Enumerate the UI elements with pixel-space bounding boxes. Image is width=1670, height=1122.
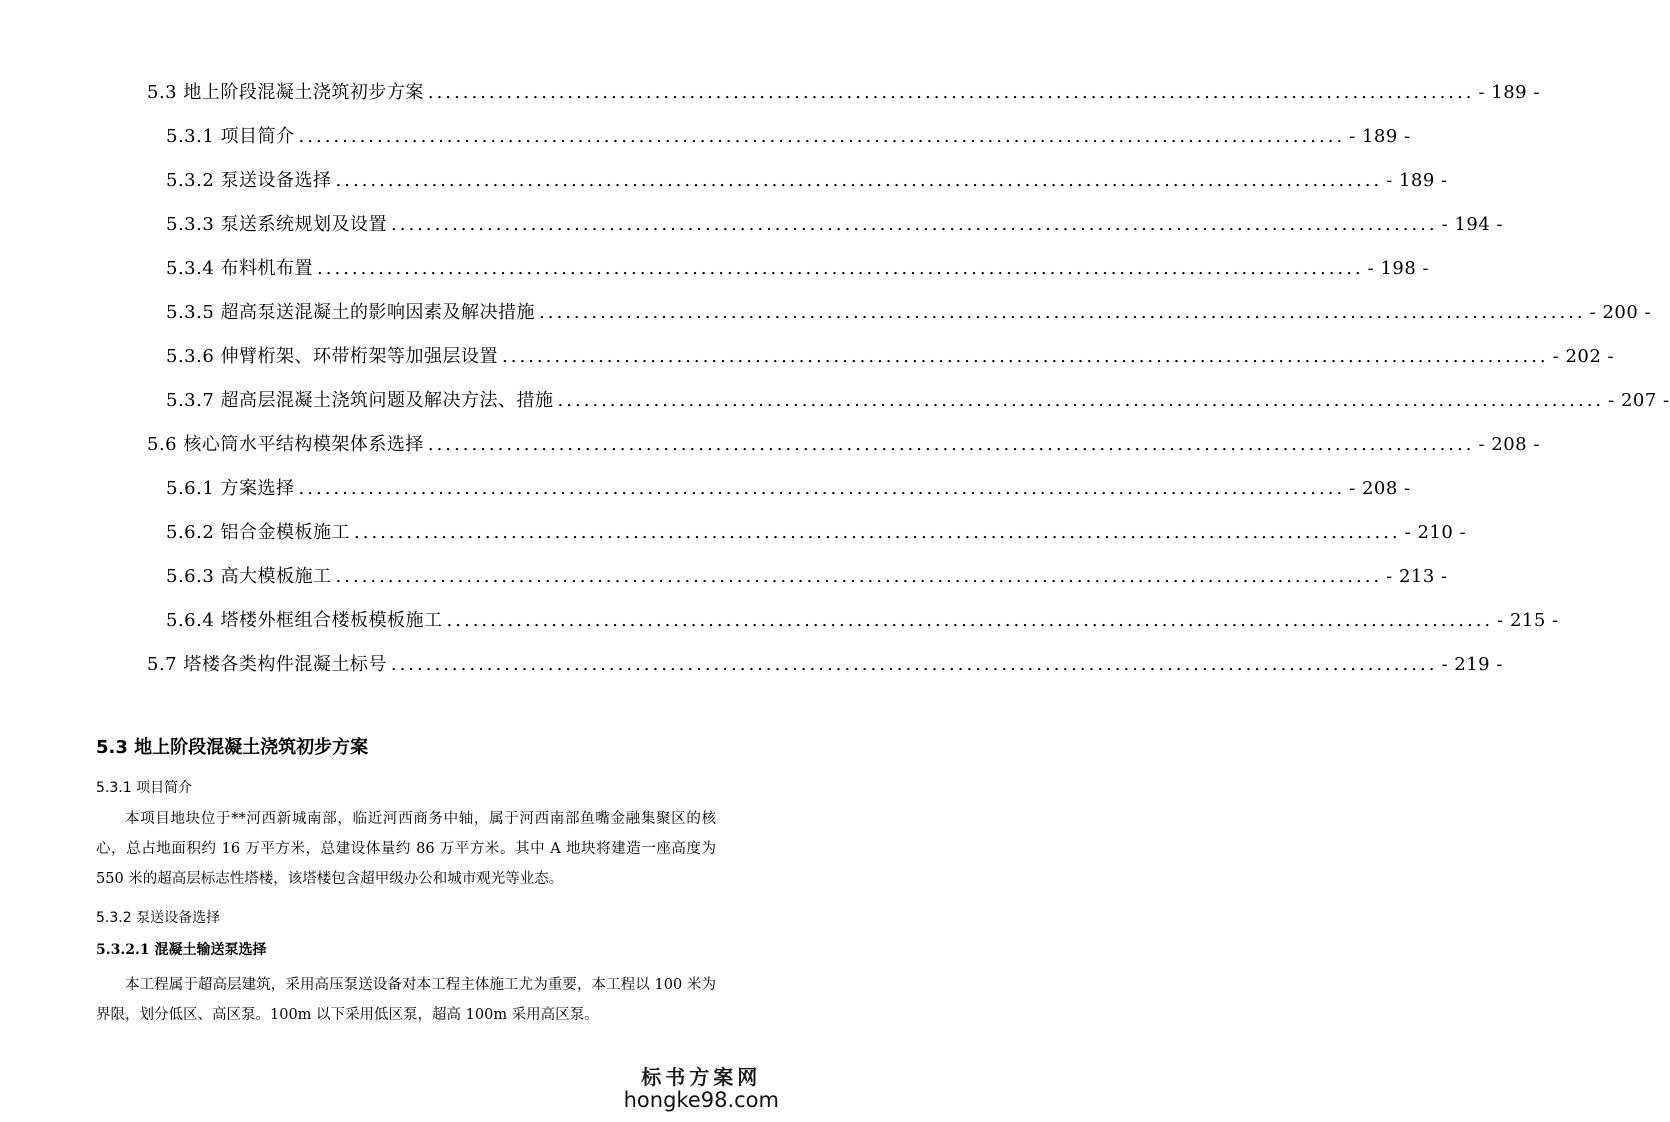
watermark-name: 标书方案网 xyxy=(641,1065,762,1089)
toc-entry-page: - 219 - xyxy=(1441,654,1503,675)
toc-entry-title: 5.3 地上阶段混凝土浇筑初步方案 xyxy=(147,82,424,103)
toc-entry-page: - 208 - xyxy=(1349,478,1411,499)
toc-entry-title: 5.3.6 伸臂桁架、环带桁架等加强层设置 xyxy=(166,346,499,367)
toc-entry[interactable] xyxy=(166,606,1559,636)
body-paragraph: 本项目地块位于**河西新城南部，临近河西商务中轴，属于河西南部鱼嘴金融集聚区的核心，总占地面积约 16 万平方米，总建设体量约 86 万平方米。其中 A 地块将建造一座高度为 550 米的超高层标志性塔楼，该塔楼包含超甲级办公和城市观光等业态。 xyxy=(96,811,716,887)
toc-entry-page: - 189 - xyxy=(1349,126,1411,147)
toc-entry[interactable] xyxy=(147,650,1503,680)
toc-leader: ........................................................................................................................ xyxy=(502,346,1549,367)
toc-leader: ........................................................................................................................ xyxy=(557,390,1605,411)
toc-entry-title: 5.6.1 方案选择 xyxy=(166,478,295,499)
toc-entry[interactable] xyxy=(147,430,1540,460)
toc-leader: ........................................................................................................................ xyxy=(317,258,1364,279)
toc-entry[interactable] xyxy=(166,210,1504,240)
toc-entry[interactable] xyxy=(166,298,1652,328)
toc-entry-title: 5.3.3 泵送系统规划及设置 xyxy=(166,214,388,235)
toc-leader: ........................................................................................................................ xyxy=(446,610,1494,631)
site-watermark xyxy=(624,1066,779,1112)
toc-leader: ........................................................................................................................ xyxy=(298,478,1346,499)
toc-entry-page: - 215 - xyxy=(1497,610,1559,631)
toc-leader: ........................................................................................................................ xyxy=(335,170,1383,191)
section-heading: 5.3 地上阶段混凝土浇筑初步方案 xyxy=(96,737,369,758)
subsection-heading: 5.3.1 项目简介 xyxy=(96,780,193,796)
toc-entry[interactable] xyxy=(166,518,1467,548)
toc-entry-title: 5.7 塔楼各类构件混凝土标号 xyxy=(147,654,387,675)
toc-entry-title: 5.3.4 布料机布置 xyxy=(166,258,314,279)
toc-entry-page: - 210 - xyxy=(1404,522,1467,543)
body-paragraph: 本工程属于超高层建筑，采用高压泵送设备对本工程主体施工尤为重要，本工程以 100 米为界限，划分低区、高区泵。100m 以下采用低区泵，超高 100m 采用高区泵。 xyxy=(96,977,716,1023)
toc-entry[interactable] xyxy=(147,78,1540,108)
toc-entry-title: 5.6 核心筒水平结构模架体系选择 xyxy=(147,434,424,455)
toc-leader: ........................................................................................................................ xyxy=(391,214,1438,235)
toc-entry-title: 5.6.4 塔楼外框组合楼板模板施工 xyxy=(166,610,443,631)
toc-entry-title: 5.3.2 泵送设备选择 xyxy=(166,170,332,191)
toc-leader: ........................................................................................................................ xyxy=(539,302,1586,323)
toc-entry-page: - 189 - xyxy=(1386,170,1448,191)
toc-entry[interactable] xyxy=(166,342,1615,372)
toc-leader: ........................................................................................................................ xyxy=(354,522,1401,543)
toc-entry[interactable] xyxy=(166,254,1430,284)
toc-entry-title: 5.6.3 高大模板施工 xyxy=(166,566,332,587)
toc-entry-page: - 194 - xyxy=(1441,214,1504,235)
toc-entry[interactable] xyxy=(166,166,1448,196)
toc-entry-page: - 202 - xyxy=(1552,346,1615,367)
toc-entry-page: - 208 - xyxy=(1478,434,1540,455)
toc-entry-title: 5.3.5 超高泵送混凝土的影响因素及解决措施 xyxy=(166,302,536,323)
watermark-url: hongke98.com xyxy=(623,1088,779,1112)
toc-leader: ........................................................................................................................ xyxy=(427,434,1475,455)
subsubsection-heading: 5.3.2.1 混凝土输送泵选择 xyxy=(96,942,267,958)
toc-leader: ........................................................................................................................ xyxy=(427,82,1475,103)
toc-entry-page: - 200 - xyxy=(1589,302,1652,323)
toc-leader: ........................................................................................................................ xyxy=(390,654,1438,675)
toc-entry[interactable] xyxy=(166,562,1448,592)
toc-entry-page: - 207 - xyxy=(1608,390,1670,411)
subsection-heading: 5.3.2 泵送设备选择 xyxy=(96,910,221,926)
toc-entry-title: 5.6.2 铝合金模板施工 xyxy=(166,522,351,543)
toc-entry-page: - 189 - xyxy=(1478,82,1540,103)
toc-leader: ........................................................................................................................ xyxy=(298,126,1346,147)
toc-leader: ........................................................................................................................ xyxy=(335,566,1383,587)
toc-entry-page: - 198 - xyxy=(1367,258,1430,279)
toc-entry[interactable] xyxy=(166,386,1670,416)
toc-entry-title: 5.3.1 项目简介 xyxy=(166,126,295,147)
toc-entry[interactable] xyxy=(166,474,1411,504)
toc-entry-title: 5.3.7 超高层混凝土浇筑问题及解决方法、措施 xyxy=(166,390,554,411)
toc-entry[interactable] xyxy=(166,122,1411,152)
toc-entry-page: - 213 - xyxy=(1386,566,1448,587)
